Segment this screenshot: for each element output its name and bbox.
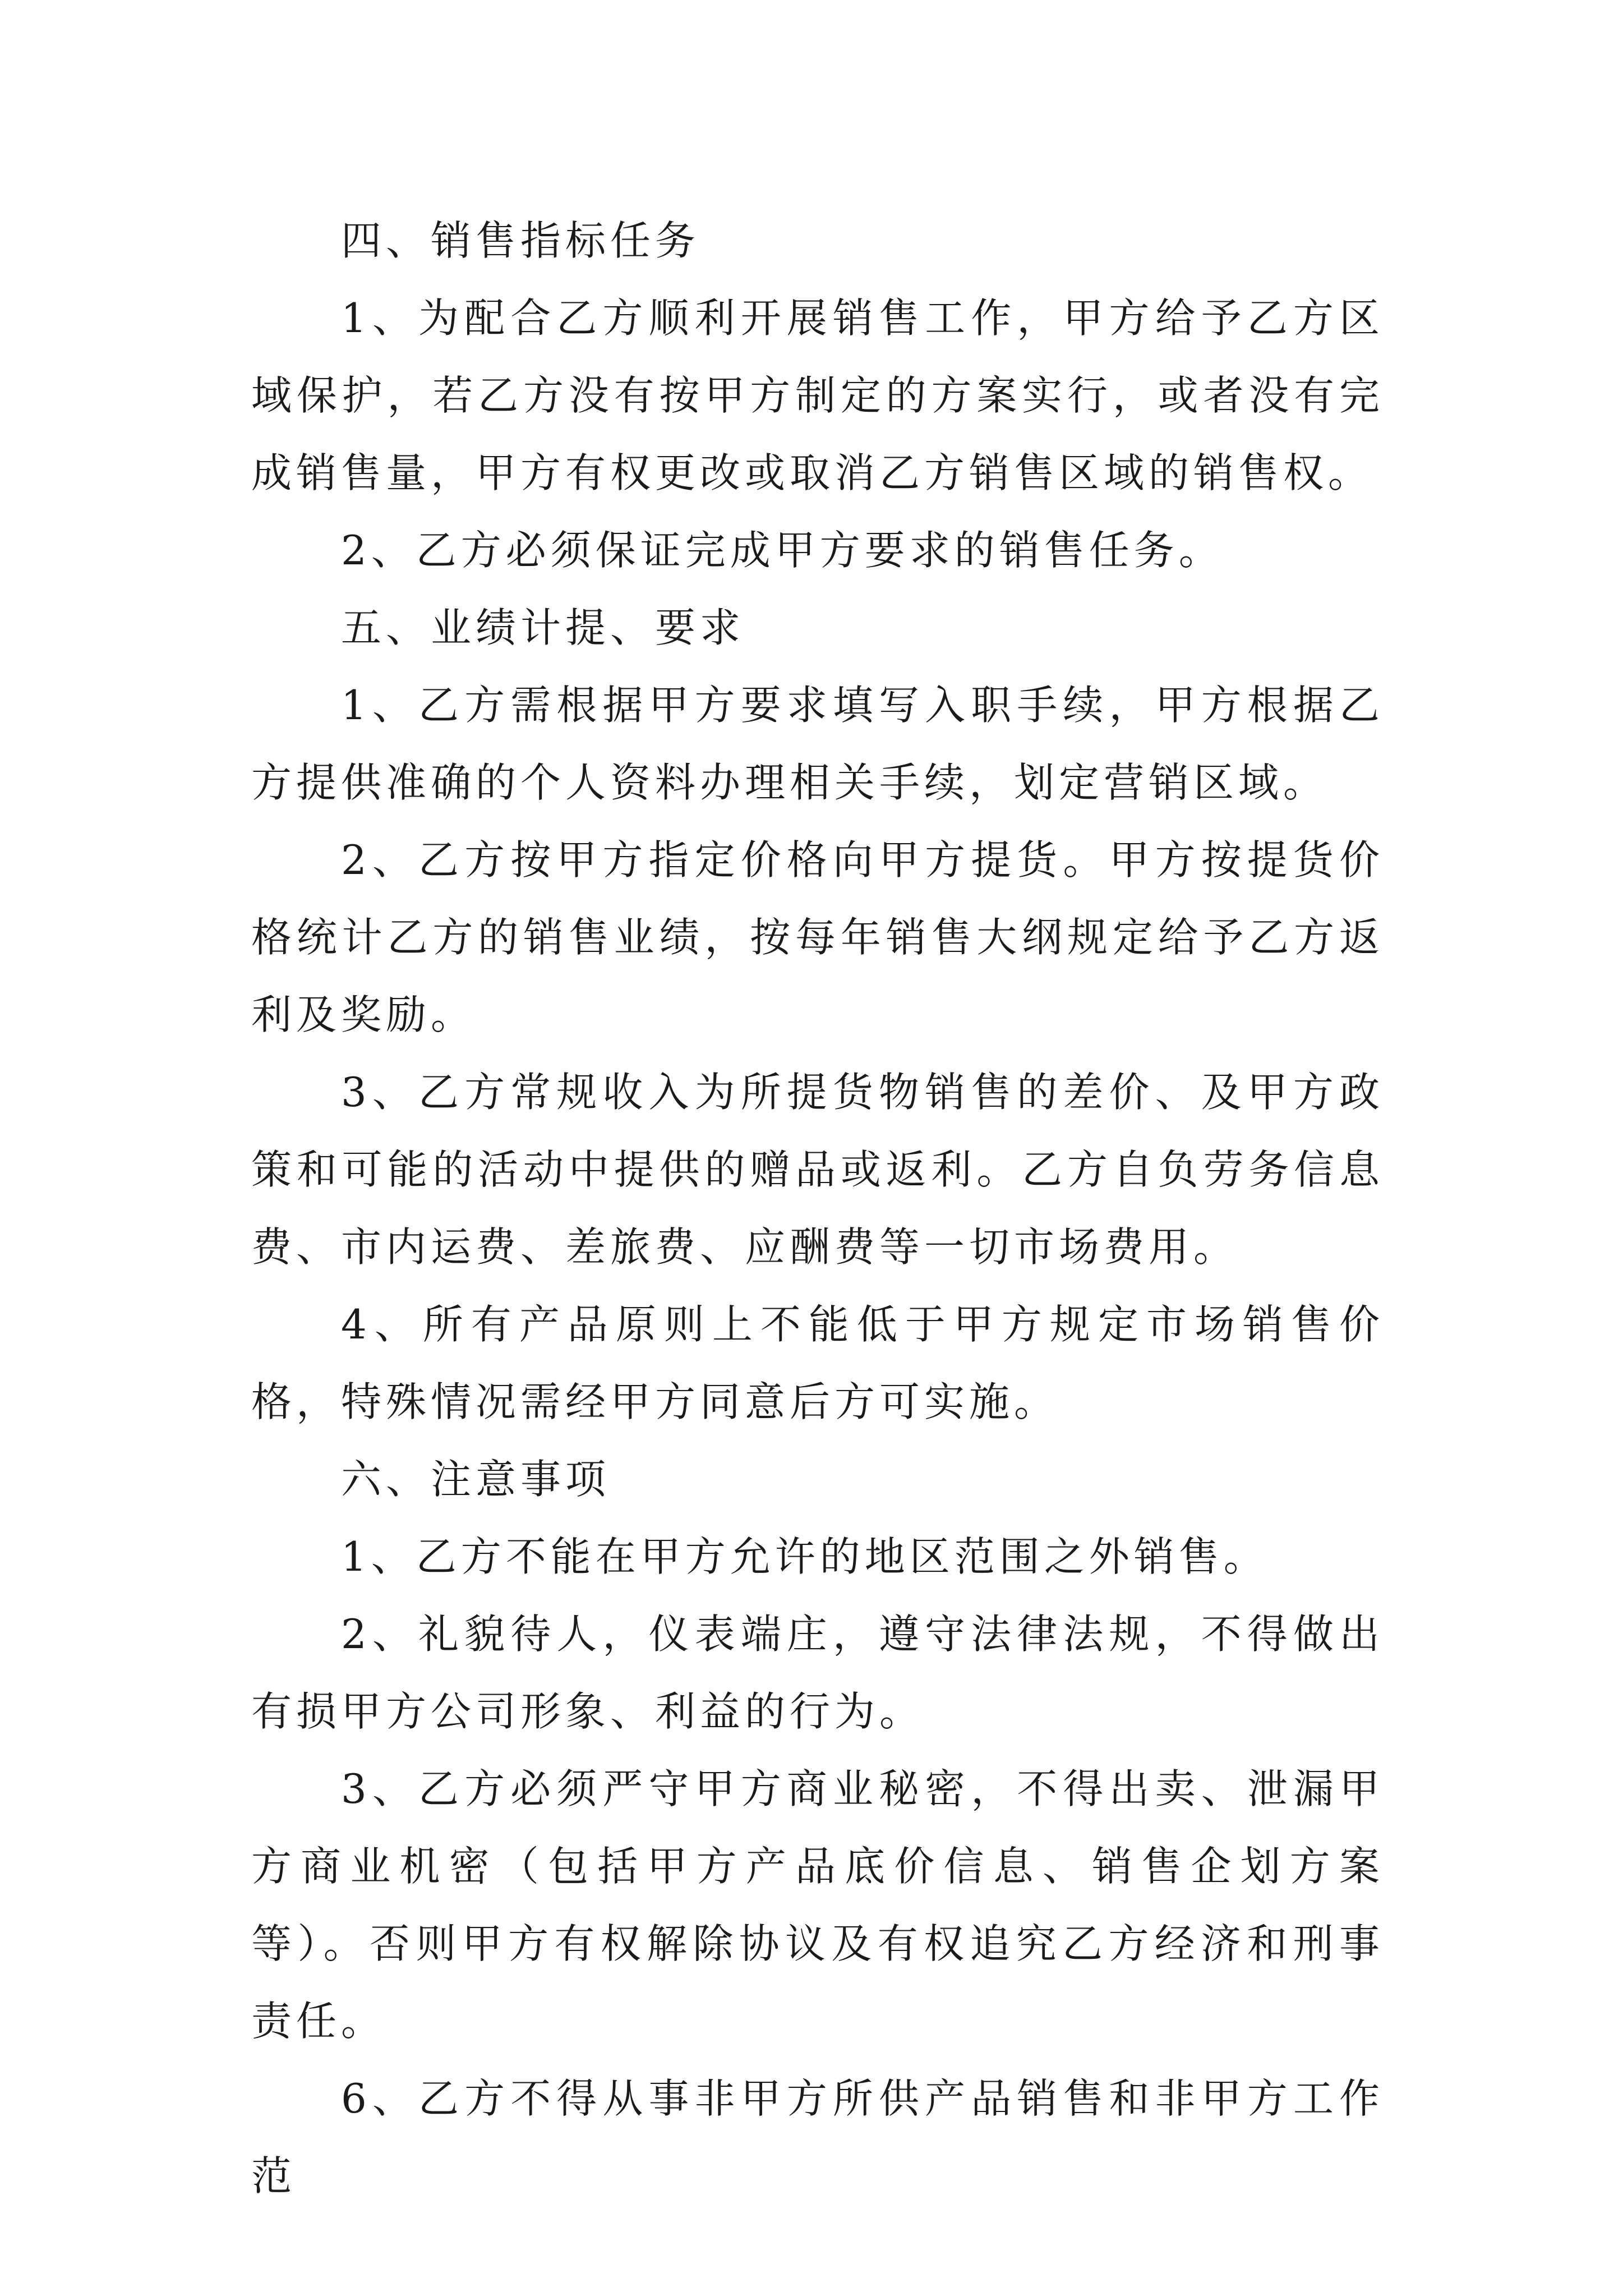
paragraph-min-price: 4、所有产品原则上不能低于甲方规定市场销售价格，特殊情况需经甲方同意后方可实施。 [251,1301,1384,1425]
paragraph-sales-task: 2、乙方必须保证完成甲方要求的销售任务。 [341,527,1224,574]
paragraph-sales-area: 1、乙方不能在甲方允许的地区范围之外销售。 [341,1533,1269,1580]
paragraph-regional-protection: 1、为配合乙方顺利开展销售工作，甲方给予乙方区域保护，若乙方没有按甲方制定的方案实行，或者没有完成销售量，甲方有权更改或取消乙方销售区域的销售权。 [251,295,1384,496]
document-body [251,202,1384,2215]
paragraph-pricing: 2、乙方按甲方指定价格向甲方提货。甲方按提货价格统计乙方的销售业绩，按每年销售大纲规定给予乙方返利及奖励。 [251,836,1384,1038]
paragraph-onboarding: 1、乙方需根据甲方要求填写入职手续，甲方根据乙方提供准确的个人资料办理相关手续，划定营销区域。 [251,682,1384,806]
section-heading-sales-targets: 四、销售指标任务 [341,217,700,264]
paragraph-confidentiality: 3、乙方必须严守甲方商业秘密，不得出卖、泄漏甲方商业机密（包括甲方产品底价信息、销售企划方案等）。否则甲方有权解除协议及有权追究乙方经济和刑事责任。 [251,1765,1384,2045]
paragraph-conduct: 2、礼貌待人，仪表端庄，遵守法律法规，不得做出有损甲方公司形象、利益的行为。 [251,1611,1384,1735]
paragraph-income: 3、乙方常规收入为所提货物销售的差价、及甲方政策和可能的活动中提供的赠品或返利。乙方自负劳务信息费、市内运费、差旅费、应酬费等一切市场费用。 [251,1069,1384,1271]
paragraph-non-compete: 6、乙方不得从事非甲方所供产品销售和非甲方工作范 [251,2075,1384,2200]
section-heading-notes: 六、注意事项 [341,1456,611,1503]
section-heading-performance: 五、业绩计提、要求 [341,604,745,651]
